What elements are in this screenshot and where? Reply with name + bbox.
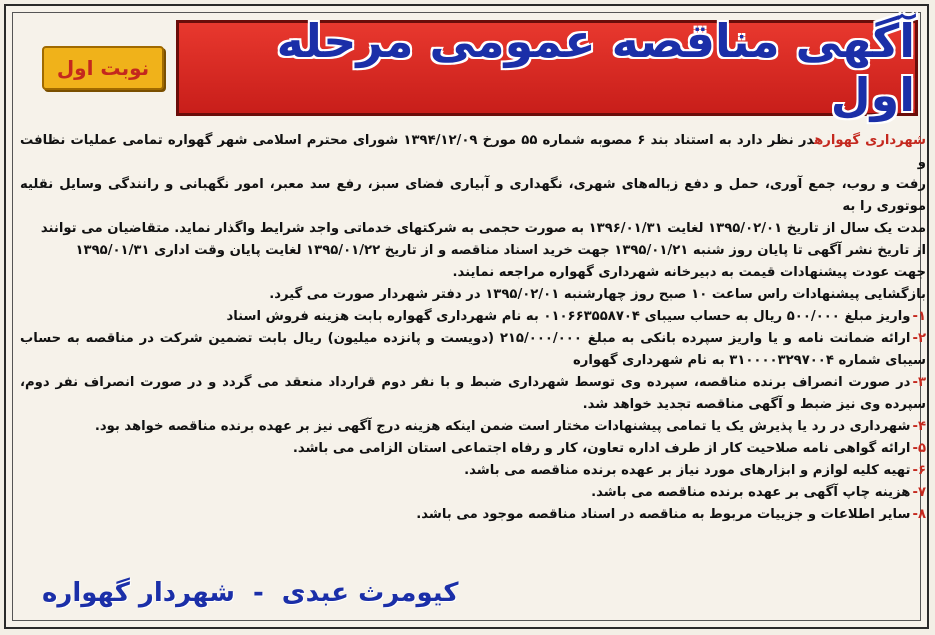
list-item: ۷-هزینه چاپ آگهی بر عهده برنده مناقصه می باشد. xyxy=(591,485,926,500)
intro-line-1: شهرداری گهوارهدر نظر دارد به استناد بند ۶ مصوبه شماره ۵۵ مورخ ۱۳۹۴/۱۲/۰۹ شورای محترم اسلامی شهر گهواره تمامی عملیات نظافت و xyxy=(20,133,926,170)
signature-separator: - xyxy=(253,578,264,608)
signatory-name: کیومرث عبدی xyxy=(281,578,459,608)
intro-line-4: از تاریخ نشر آگهی تا پایان روز شنبه ۱۳۹۵/۰۱/۲۱ جهت خرید اسناد مناقصه و از تاریخ ۱۳۹۵/۰۱/۲۲ لغایت پایان وقت اداری ۱۳۹۵/۰۱/۳۱ xyxy=(75,243,926,258)
signatory-role: شهردار گهواره xyxy=(42,578,235,608)
intro-line-3: مدت یک سال از تاریخ ۱۳۹۵/۰۲/۰۱ لغایت ۱۳۹۶/۰۱/۳۱ به صورت حجمی به شرکتهای خدماتی واجد شرایط واگذار نماید. متقاضیان می توانند xyxy=(40,221,926,236)
organization-name: شهرداری گهواره xyxy=(814,133,926,148)
list-item: ۳-در صورت انصراف برنده مناقصه، سپرده وی توسط شهرداری ضبط و با نفر دوم قرارداد منعقد می گردد و در صورت انصراف نفر دوم، سپرده وی نیز ضبط و آگهی مناقصه تجدید خواهد شد. xyxy=(20,375,926,412)
list-item: ۲-ارائه ضمانت نامه و یا واریز سپرده بانکی به مبلغ ۲۱۵/۰۰۰/۰۰۰ (دویست و پانزده میلیون) ریال بابت تضمین شرکت در مناقصه به حساب سیبای شماره ۳۱۰۰۰۰۳۲۹۷۰۰۴ به نام شهرداری گهواره xyxy=(20,331,927,368)
list-item: ۵-ارائه گواهی نامه صلاحیت کار از طرف اداره تعاون، کار و رفاه اجتماعی استان الزامی می باشد. xyxy=(292,441,926,456)
list-item: ۸-سایر اطلاعات و جزییات مربوط به مناقصه در اسناد مناقصه موجود می باشد. xyxy=(416,507,926,522)
notice-frame xyxy=(4,4,929,629)
round-badge: نوبت اول xyxy=(42,46,164,90)
signature xyxy=(42,572,459,614)
list-item: ۱-واریز مبلغ ۵۰۰/۰۰۰ ریال به حساب سیبای ۰۱۰۶۶۳۵۵۸۷۰۴ به نام شهرداری گهواره بابت هزینه فروش اسناد xyxy=(226,309,926,324)
intro-line-6: بازگشایی پیشنهادات راس ساعت ۱۰ صبح روز چهارشنبه ۱۳۹۵/۰۲/۰۱ در دفتر شهردار صورت می گیرد. xyxy=(269,287,926,302)
intro-line-2: رفت و روب، جمع آوری، حمل و دفع زباله‌های شهری، نگهداری و آبیاری فضای سبز، رفع سد معبر، امور نگهبانی و رانندگی وسایل نقلیه موتوری را به xyxy=(20,177,926,214)
intro-line-5: جهت عودت پیشنهادات قیمت به دبیرخانه شهرداری گهواره مراجعه نمایند. xyxy=(452,265,926,280)
list-item: ۴-شهرداری در رد یا پذیرش یک یا تمامی پیشنهادات مختار است ضمن اینکه هزینه درج آگهی نیز بر عهده برنده مناقصه خواهد بود. xyxy=(94,419,926,434)
notice-body xyxy=(20,130,926,526)
list-item: ۶-تهیه کلیه لوازم و ابزارهای مورد نیاز بر عهده برنده مناقصه می باشد. xyxy=(464,463,926,478)
title-banner xyxy=(176,14,918,122)
page-title: آگهی مناقصه عمومی مرحله اول xyxy=(276,14,915,122)
